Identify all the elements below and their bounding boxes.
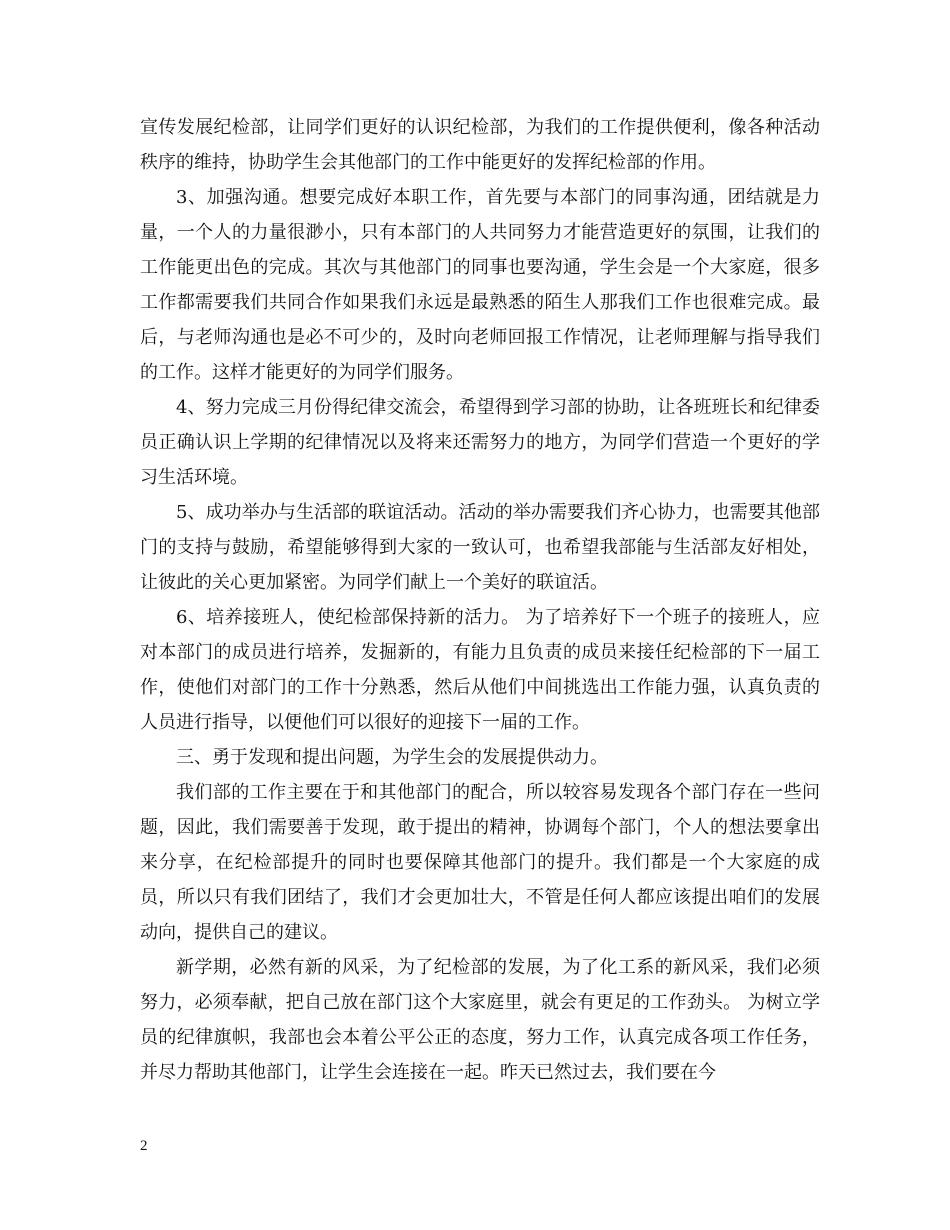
page-number: 2 [140, 1138, 148, 1154]
paragraph-discipline-meeting: 4、努力完成三月份得纪律交流会，希望得到学习部的协助，让各班班长和纪律委员正确认识上学期的纪律情况以及将来还需努力的地方，为同学们营造一个更好的学习生活环境。 [140, 397, 820, 488]
paragraph-communication: 3、加强沟通。想要完成好本职工作，首先要与本部门的同事沟通，团结就是力量，一个人的力量很渺小，只有本部门的人共同努力才能营造更好的氛围，让我们的工作能更出色的完成。其次与其他部门的同事也要沟通，学生会是一个大家庭，很多工作都需要我们共同合作如果我们永远是最熟悉的陌生人那我们工作也很难完成。最后，与老师沟通也是必不可少的，及时向老师回报工作情况，让老师理解与指导我们的工作。这样才能更好的为同学们服务。 [140, 187, 820, 383]
paragraph-successor: 6、培养接班人，使纪检部保持新的活力。 为了培养好下一个班子的接班人，应对本部门的成员进行培养，发掘新的，有能力且负责的成员来接任纪检部的下一届工作，使他们对部门的工作十分熟悉，然后从他们中间挑选出工作能力强，认真负责的人员进行指导，以便他们可以很好的迎接下一届的工作。 [140, 607, 820, 733]
document-body [140, 110, 820, 1090]
paragraph-new-semester: 新学期，必然有新的风采，为了纪检部的发展，为了化工系的新风采，我们必须努力，必须奉献，把自己放在部门这个大家庭里，就会有更足的工作劲头。 为树立学员的纪律旗帜，我部也会本着公平公正的态度，努力工作，认真完成各项工作任务，并尽力帮助其他部门，让学生会连接在一起。昨天已然过去，我们要在今 [140, 957, 820, 1083]
section-heading-three: 三、勇于发现和提出问题，为学生会的发展提供动力。 [176, 747, 608, 768]
paragraph-cooperation: 我们部的工作主要在于和其他部门的配合，所以较容易发现各个部门存在一些问题，因此，我们需要善于发现，敢于提出的精神，协调每个部门，个人的想法要拿出来分享，在纪检部提升的同时也要保障其他部门的提升。我们都是一个大家庭的成员，所以只有我们团结了，我们才会更加壮大，不管是任何人都应该提出咱们的发展动向，提供自己的建议。 [140, 782, 820, 943]
paragraph-continued: 宣传发展纪检部，让同学们更好的认识纪检部，为我们的工作提供便利，像各种活动秩序的维持，协助学生会其他部门的工作中能更好的发挥纪检部的作用。 [140, 117, 820, 173]
paragraph-joint-activity: 5、成功举办与生活部的联谊活动。活动的举办需要我们齐心协力，也需要其他部门的支持与鼓励，希望能够得到大家的一致认可，也希望我部能与生活部友好相处，让彼此的关心更加紧密。为同学们献上一个美好的联谊活。 [140, 502, 820, 593]
